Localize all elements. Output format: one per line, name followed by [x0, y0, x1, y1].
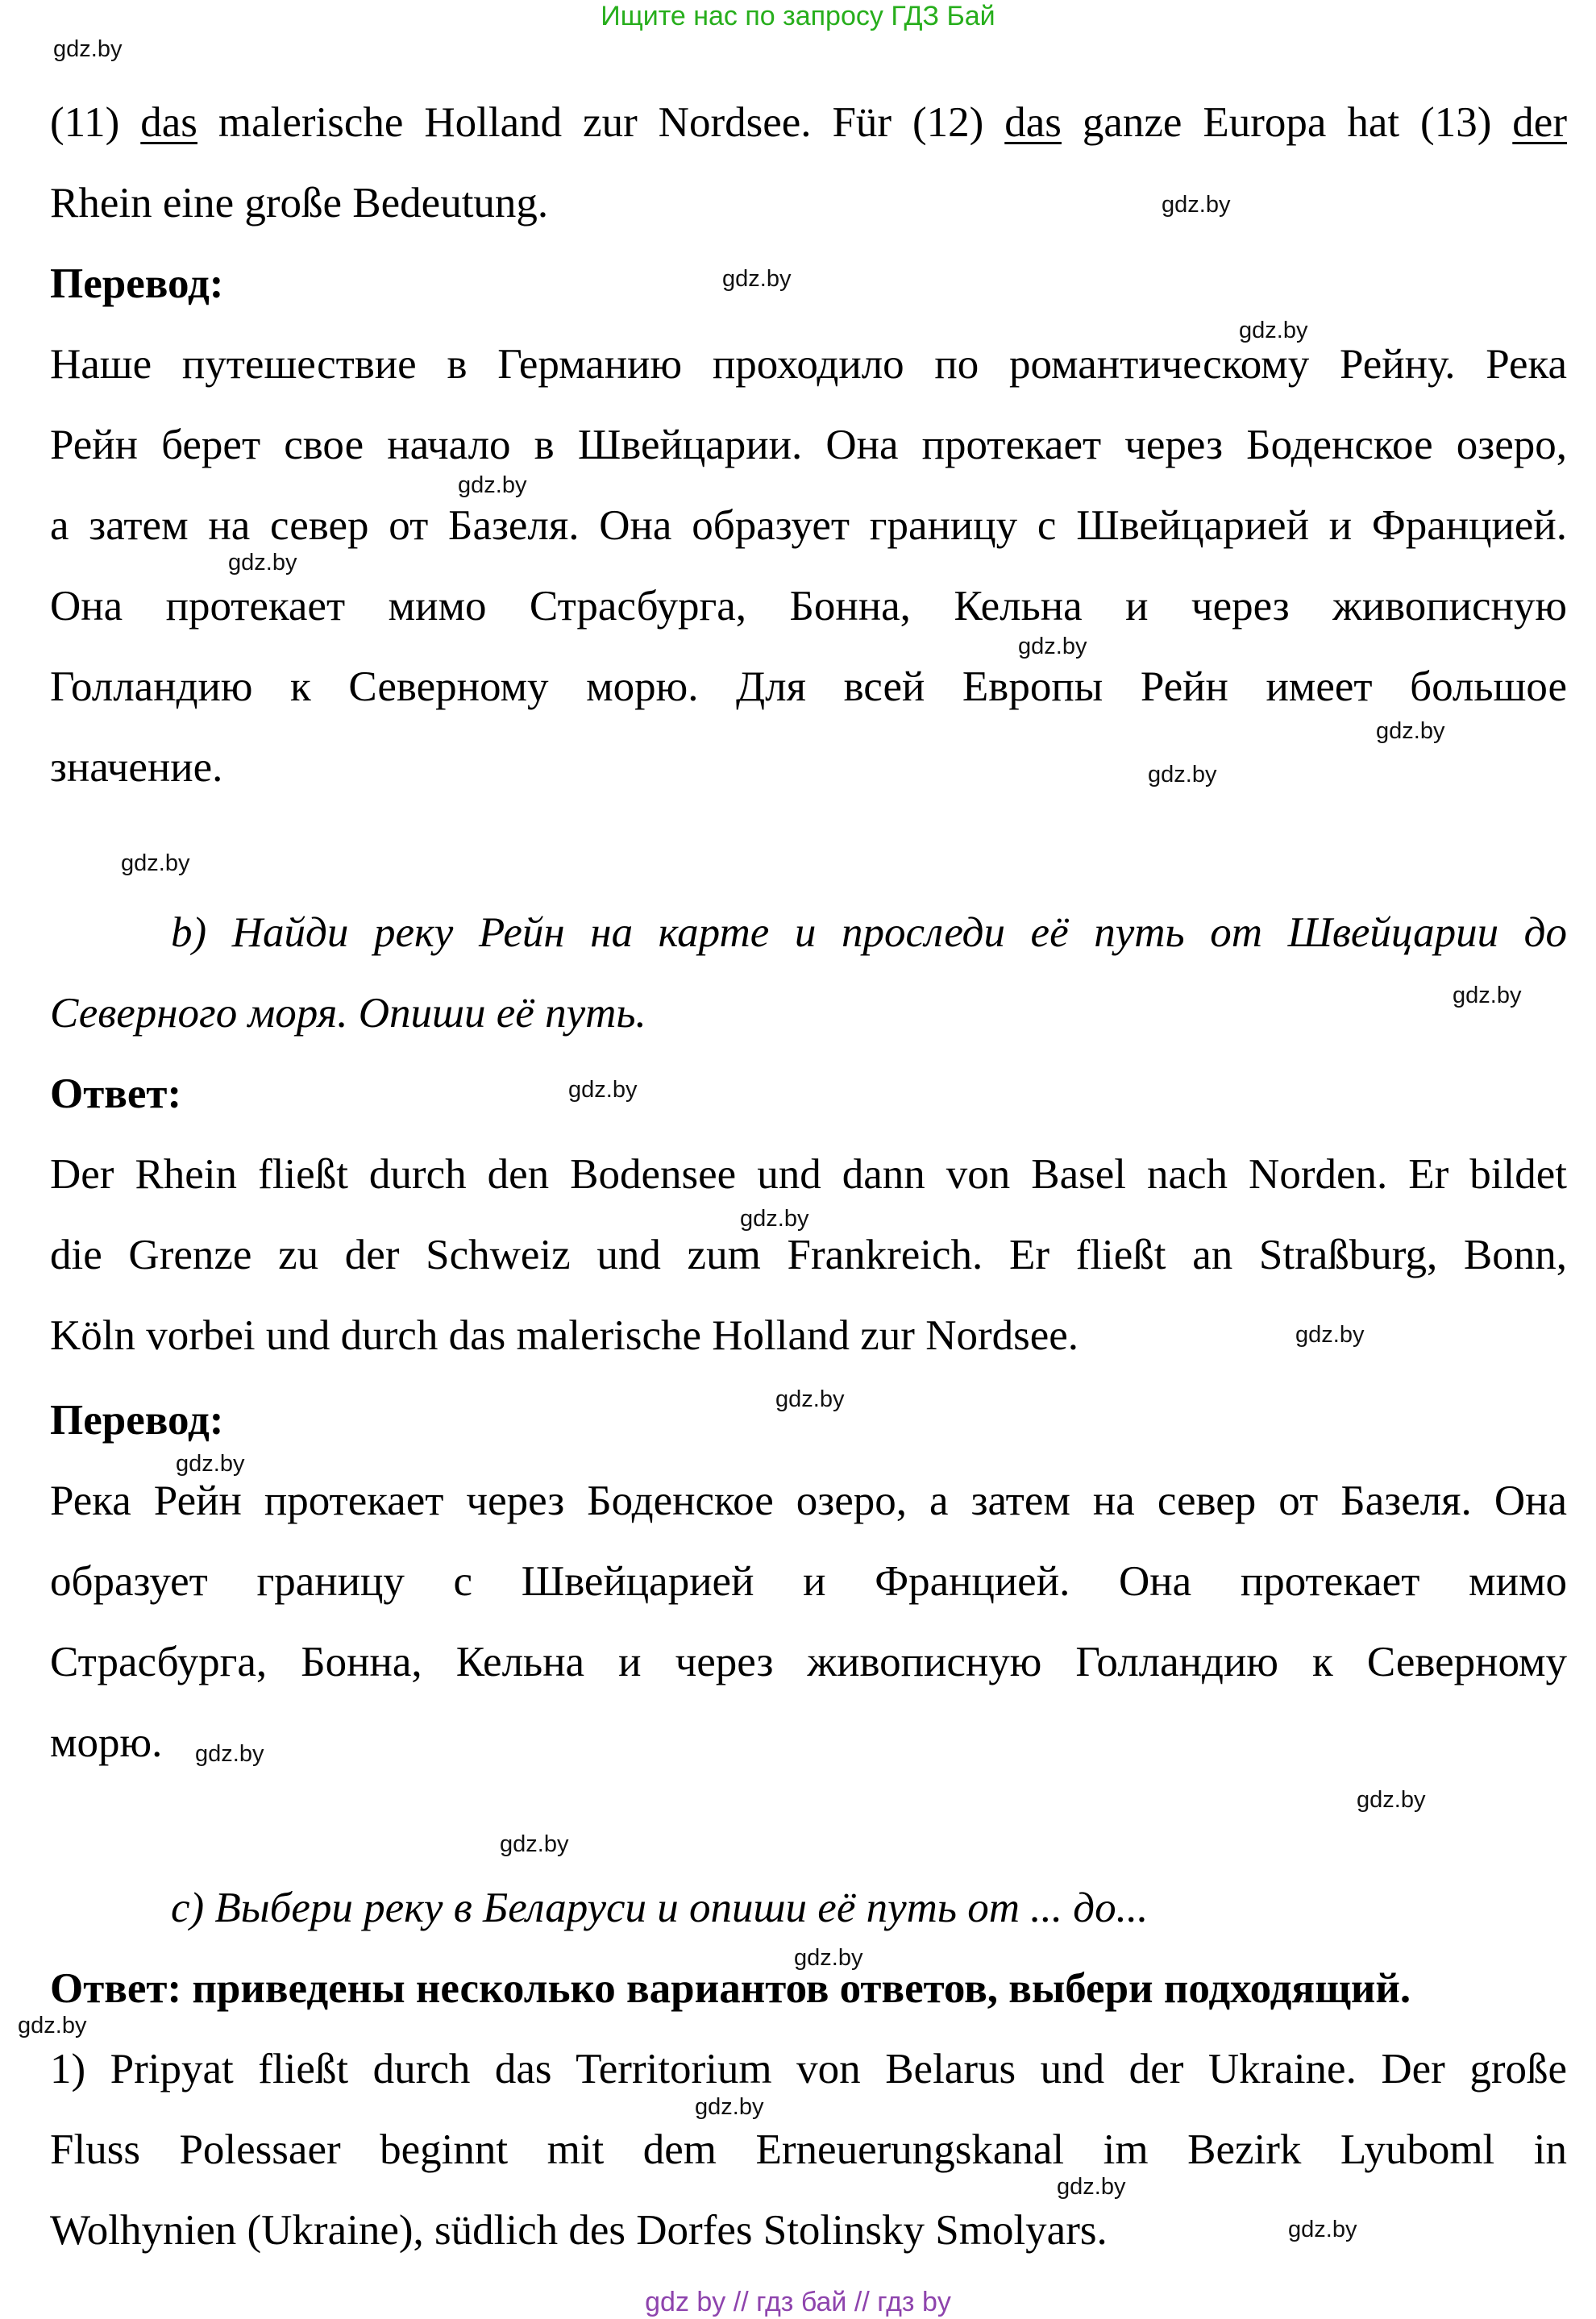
watermark: gdz.by [1018, 634, 1087, 659]
answer-line: Köln vorbei und durch das malerische Holland zur Nordsee. [50, 1312, 1079, 1359]
translation-line: образует границу с Швейцарией и Францией. Она протекает мимо [50, 1558, 1567, 1605]
text-fragment: ganze Europa hat (13) [1061, 99, 1513, 146]
answer-heading: Ответ: приведены несколько вариантов ответов, выбери подходящий. [50, 1965, 1411, 2012]
watermark: gdz.by [228, 550, 297, 576]
german-text-line [50, 97, 1567, 148]
watermark: gdz.by [1357, 1787, 1426, 1813]
watermark: gdz.by [500, 1831, 569, 1857]
text-fragment: (11) [50, 99, 141, 146]
german-text-line: Rhein eine große Bedeutung. [50, 180, 549, 226]
watermark: gdz.by [1376, 718, 1445, 744]
watermark: gdz.by [121, 850, 190, 876]
translation-line: Она протекает мимо Страсбурга, Бонна, Кельна и через живописную [50, 583, 1567, 630]
answer-line: Fluss Polessaer beginnt mit dem Erneuerungskanal im Bezirk Lyuboml in [50, 2126, 1567, 2173]
answer-line: Wolhynien (Ukraine), südlich des Dorfes Stolinsky Smolyars. [50, 2207, 1108, 2254]
watermark: gdz.by [695, 2094, 764, 2120]
bottom-banner: gdz by // гдз бай // гдз by [645, 2287, 951, 2317]
translation-line: морю. [50, 1719, 163, 1766]
watermark: gdz.by [1162, 192, 1231, 218]
watermark: gdz.by [1239, 318, 1308, 343]
translation-line: Наше путешествие в Германию проходило по романтическому Рейну. Река [50, 341, 1567, 388]
watermark: gdz.by [740, 1206, 809, 1232]
article-answer: das [1004, 99, 1062, 146]
task-b-line: Северного моря. Опиши её путь. [50, 990, 646, 1037]
watermark: gdz.by [1148, 762, 1217, 788]
watermark: gdz.by [53, 36, 123, 62]
answer-line: 1) Pripyat fließt durch das Territorium von Belarus und der Ukraine. Der große [50, 2046, 1567, 2093]
task-c-line: c) Выбери реку в Беларуси и опиши её путь от ... до... [171, 1885, 1149, 1931]
watermark: gdz.by [458, 472, 527, 498]
answer-line: Der Rhein fließt durch den Bodensee und dann von Basel nach Norden. Er bildet [50, 1151, 1567, 1198]
translation-line: а затем на север от Базеля. Она образует границу с Швейцарией и Францией. [50, 502, 1567, 549]
watermark: gdz.by [176, 1451, 245, 1477]
watermark: gdz.by [722, 266, 792, 292]
translation-heading: Перевод: [50, 1397, 224, 1444]
watermark: gdz.by [18, 2013, 87, 2038]
article-answer: der [1512, 99, 1567, 146]
top-banner: Ищите нас по запросу ГДЗ Бай [601, 1, 995, 31]
watermark: gdz.by [1453, 983, 1522, 1008]
translation-line: значение. [50, 744, 223, 791]
watermark: gdz.by [1057, 2174, 1126, 2200]
text-fragment: malerische Holland zur Nordsee. Für (12) [197, 99, 1005, 146]
translation-line: Страсбурга, Бонна, Кельна и через живописную Голландию к Северному [50, 1639, 1567, 1685]
watermark: gdz.by [1295, 1322, 1365, 1348]
answer-heading: Ответ: [50, 1070, 182, 1117]
watermark: gdz.by [568, 1077, 638, 1103]
watermark: gdz.by [1288, 2217, 1357, 2242]
answer-line: die Grenze zu der Schweiz und zum Frankreich. Er fließt an Straßburg, Bonn, [50, 1232, 1567, 1278]
translation-heading: Перевод: [50, 260, 224, 307]
watermark: gdz.by [775, 1386, 845, 1412]
translation-line: Голландию к Северному морю. Для всей Европы Рейн имеет большое [50, 663, 1567, 710]
translation-line: Река Рейн протекает через Боденское озеро, а затем на север от Базеля. Она [50, 1477, 1567, 1524]
task-b-line: b) Найди реку Рейн на карте и проследи её путь от Швейцарии до [171, 909, 1567, 956]
watermark: gdz.by [195, 1741, 264, 1767]
translation-line: Рейн берет свое начало в Швейцарии. Она протекает через Боденское озеро, [50, 422, 1567, 468]
article-answer: das [140, 99, 197, 146]
watermark: gdz.by [794, 1945, 863, 1971]
